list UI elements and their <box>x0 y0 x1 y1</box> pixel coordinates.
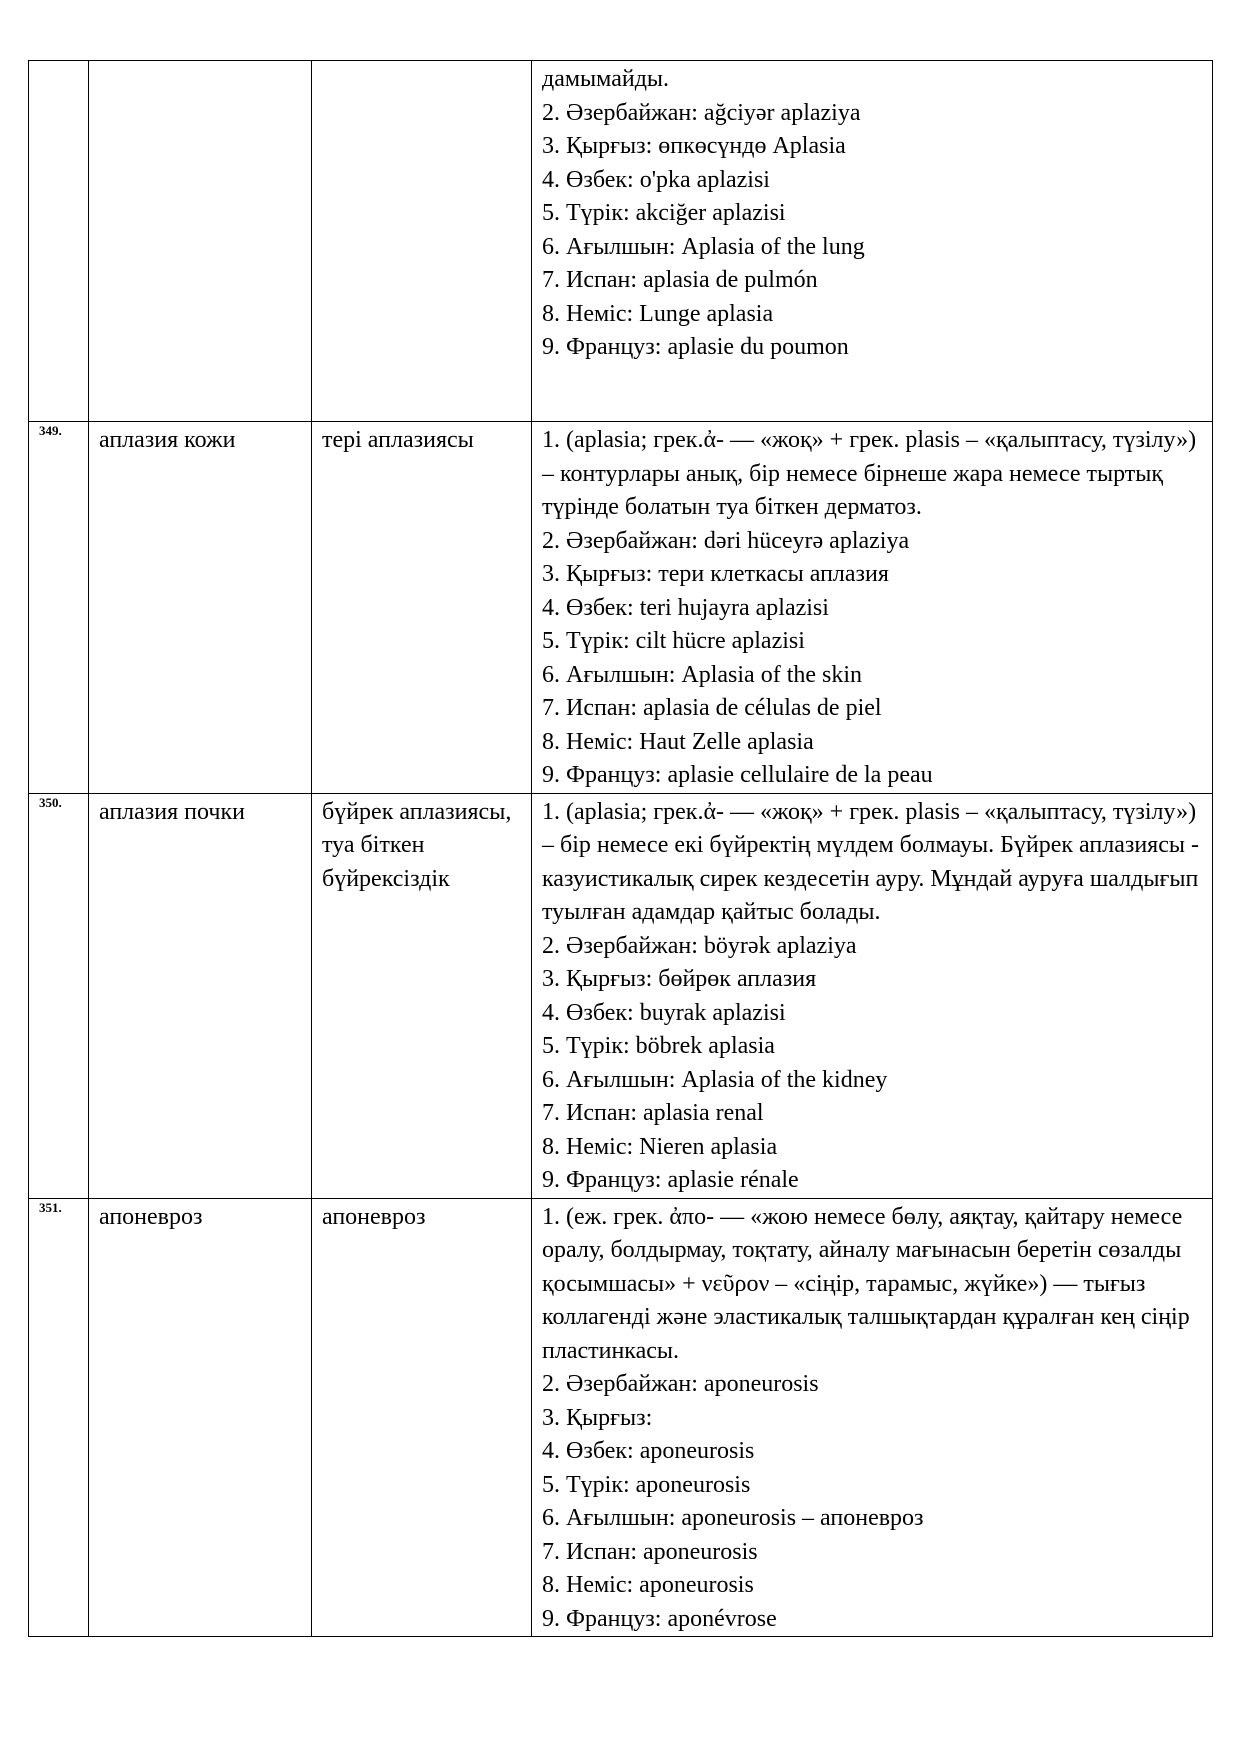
definition-text: 1. (еж. грек. ἀπο- — «жою немесе бөлу, аяқтау, қайтару немесе оралу, болдырмау, тоқтату, айналу мағынасын беретін сөзалды қосымшасы» + νεῦρον – «сіңір, тарамыс, жүйке») — тығыз коллагенді және эластикалық талшықтардан құралған кең сіңір пластинкасы. <box>542 1203 1190 1364</box>
dictionary-body <box>29 61 1213 1637</box>
term-kazakh: апоневроз <box>312 1198 532 1637</box>
entry-number: 351. <box>29 1198 89 1637</box>
term-russian: аплазия кожи <box>89 422 312 794</box>
translation-line: 9. Француз: aponévrose <box>542 1605 777 1632</box>
translation-line: 2. Әзербайжан: böyrək aplaziya <box>542 932 857 959</box>
translation-line: 8. Неміс: aponeurosis <box>542 1572 754 1598</box>
translation-line: 3. Қырғыз: тери клеткасы аплазия <box>542 561 889 587</box>
term-kazakh <box>312 61 532 422</box>
translation-line: 9. Француз: aplasie du poumon <box>542 334 849 360</box>
translation-line: 6. Ағылшын: aponeurosis – апоневроз <box>542 1505 924 1531</box>
entry-definition-cell <box>532 61 1213 422</box>
translation-line: 9. Француз: aplasie cellulaire de la peau <box>542 762 933 788</box>
entry-row <box>29 1198 1213 1637</box>
term-kazakh: тері аплазиясы <box>312 422 532 794</box>
translation-line: 6. Ағылшын: Aplasia of the skin <box>542 661 863 688</box>
translation-line: 5. Түрік: cilt hücre aplazisi <box>542 628 805 654</box>
translation-line: 8. Неміс: Nieren aplasia <box>542 1133 778 1160</box>
entry-number <box>29 61 89 422</box>
term-russian: апоневроз <box>89 1198 312 1637</box>
translation-line: 5. Түрік: aponeurosis <box>542 1471 751 1498</box>
entry-definition-cell <box>532 793 1213 1198</box>
definition-text: дамымайды. <box>542 66 670 92</box>
entry-definition-cell <box>532 422 1213 794</box>
translation-line: 2. Әзербайжан: ağciyər aplaziya <box>542 99 861 126</box>
translation-line: 2. Әзербайжан: aponeurosis <box>542 1371 819 1397</box>
term-russian <box>89 61 312 422</box>
dictionary-table <box>28 60 1213 1637</box>
translation-line: 7. Испан: aplasia de pulmón <box>542 267 818 293</box>
translation-line: 4. Өзбек: buyrak aplazisi <box>542 999 786 1026</box>
translation-line: 3. Қырғыз: <box>542 1404 653 1431</box>
translation-line: 6. Ағылшын: Aplasia of the kidney <box>542 1066 888 1093</box>
entry-row <box>29 793 1213 1198</box>
translation-line: 2. Әзербайжан: dəri hüceyrə aplaziya <box>542 527 910 554</box>
translation-line: 5. Түрік: böbrek aplasia <box>542 1033 775 1059</box>
translation-line: 4. Өзбек: o'pka aplazisi <box>542 166 770 193</box>
definition-text: 1. (aplasia; грек.ἀ- — «жоқ» + грек. plasis – «қалыптасу, түзілу») – бір немесе екі бүйректің мүлдем болмауы. Бүйрек аплазиясы - казуистикалық сирек кездесетін ауру. Мұндай ауруға шалдығып туылған адамдар қайтыс болады. <box>542 798 1199 925</box>
term-russian: аплазия почки <box>89 793 312 1198</box>
translation-line: 6. Ағылшын: Aplasia of the lung <box>542 233 865 260</box>
translation-line: 8. Неміс: Haut Zelle aplasia <box>542 728 814 755</box>
definition-text: 1. (aplasia; грек.ἀ- — «жоқ» + грек. plasis – «қалыптасу, түзілу») – контурлары анық, бір немесе бірнеше жара немесе тыртық түрінде болатын туа біткен дерматоз. <box>542 427 1197 520</box>
translation-line: 7. Испан: aponeurosis <box>542 1538 758 1565</box>
entry-number: 350. <box>29 793 89 1198</box>
translation-line: 4. Өзбек: teri hujayra aplazisi <box>542 594 829 621</box>
translation-line: 9. Француз: aplasie rénale <box>542 1167 799 1193</box>
translation-line: 4. Өзбек: aponeurosis <box>542 1438 755 1464</box>
translation-line: 3. Қырғыз: бөйрөк аплазия <box>542 966 817 992</box>
entry-number: 349. <box>29 422 89 794</box>
entry-row <box>29 422 1213 794</box>
entry-row <box>29 61 1213 422</box>
translation-line: 7. Испан: aplasia de células de piel <box>542 695 882 721</box>
translation-line: 8. Неміс: Lunge aplasia <box>542 300 774 327</box>
translation-line: 5. Түрік: akciğer aplazisi <box>542 200 786 226</box>
term-kazakh: бүйрек аплазиясы, туа біткен бүйрексіздік <box>312 793 532 1198</box>
translation-line: 7. Испан: aplasia renal <box>542 1100 764 1126</box>
translation-line: 3. Қырғыз: өпкөсүндө Aplasia <box>542 133 846 159</box>
entry-definition-cell <box>532 1198 1213 1637</box>
